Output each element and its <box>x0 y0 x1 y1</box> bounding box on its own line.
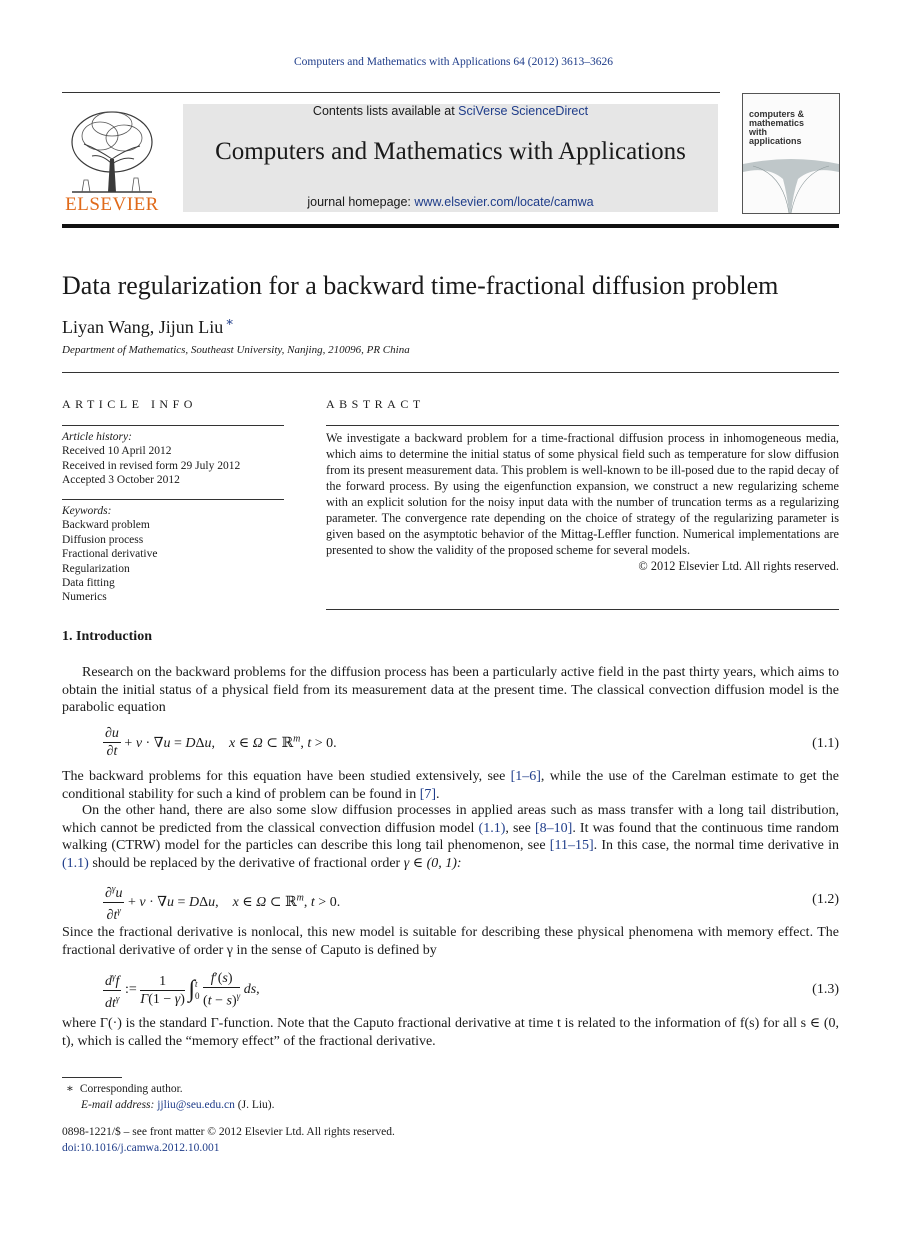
footnote-rule <box>62 1077 122 1078</box>
equation-1-3: $\frac{d^\gamma f}{dt^\gamma}$ := $\frac{1}{\Gamma(1 - \gamma)}$ ∫t 0 $\frac{f'(s)}{(t - s)^\gamma}$ ds, <box>103 968 260 1012</box>
history-item: Received in revised form 29 July 2012 <box>62 459 241 472</box>
homepage-link[interactable]: www.elsevier.com/locate/camwa <box>414 195 594 209</box>
publisher-name: ELSEVIER <box>65 194 159 215</box>
p3-text-e: should be replaced by the derivative of fractional order <box>88 855 404 871</box>
history-item: Accepted 3 October 2012 <box>62 474 180 487</box>
abstract-body <box>326 430 839 574</box>
eq3-lhs-fraction: $\frac{d^\gamma f}{dt^\gamma}$ <box>103 968 121 1012</box>
journal-citation[interactable]: Computers and Mathematics with Applications 64 (2012) 3613–3626 <box>293 56 614 68</box>
equation-number-1-3: (1.3) <box>812 982 839 997</box>
cover-graphic-icon <box>743 94 839 213</box>
affiliation: Department of Mathematics, Southeast University, Nanjing, 210096, PR China <box>62 344 410 356</box>
p3-text-c: . It was found that the continuous time random walking (CTRW) model for the particles can describe this long tail phenomenon, see <box>62 820 839 853</box>
title-rule <box>62 372 839 373</box>
keyword-item: Data fitting <box>62 577 115 590</box>
p2-text-a: The backward problems for this equation have been studied extensively, see <box>62 769 511 784</box>
email-suffix: (J. Liu). <box>234 1099 275 1111</box>
elsevier-logo <box>62 104 162 214</box>
intro-paragraph-3 <box>62 802 839 872</box>
p3-math: γ ∈ (0, 1): <box>403 855 462 871</box>
keyword-item: Regularization <box>62 562 130 575</box>
p3-text-d: . In this case, the normal time derivative in <box>593 838 839 853</box>
author-list <box>62 314 234 338</box>
equation-1-2: $\frac{\partial^\gamma u}{\partial t^\gamma}$ + v · ∇u = DΔu, x ∈ Ω ⊂ ℝ$^m$, t > 0. <box>103 880 340 924</box>
contents-line <box>183 104 718 118</box>
keywords-rule <box>62 499 284 500</box>
abstract-copyright: © 2012 Elsevier Ltd. All rights reserved. <box>638 559 839 573</box>
contents-prefix: Contents lists available at <box>312 104 459 118</box>
issn-line: 0898-1221/$ – see front matter © 2012 Elsevier Ltd. All rights reserved. <box>62 1126 395 1138</box>
cover-title: computers & mathematics with applications <box>749 109 805 146</box>
keywords-label: Keywords: <box>62 505 112 517</box>
eq3-integrand-fraction: $\frac{f'(s)}{(t - s)^\gamma}$ <box>203 971 241 1009</box>
keyword-item: Diffusion process <box>62 533 144 546</box>
equation-number-1-1: (1.1) <box>812 736 839 751</box>
history-label: Article history: <box>62 431 132 443</box>
ref-link[interactable]: [7] <box>419 786 437 802</box>
section-heading-introduction: 1. Introduction <box>62 629 152 644</box>
equation-number-1-2: (1.2) <box>812 892 839 907</box>
homepage-line <box>183 195 718 209</box>
eq2-fraction: $\frac{\partial^\gamma u}{\partial t^\gamma}$ <box>103 880 124 924</box>
keyword-item: Backward problem <box>62 519 150 532</box>
keyword-item: Numerics <box>62 591 107 604</box>
corresponding-label: Corresponding author. <box>79 1083 183 1095</box>
p2-text-c: . <box>436 786 440 802</box>
intro-paragraph-1: Research on the backward problems for the diffusion process has been a particularly active field in the past thirty years, which aims to obtain the initial status of a physical field from its measurement data at the present time. The classical convection diffusion model is the parabolic equation <box>62 665 839 715</box>
article-info-rule <box>62 425 284 426</box>
footnote-corresponding <box>66 1081 183 1097</box>
ref-link[interactable]: [1–6] <box>510 769 541 784</box>
email-link[interactable]: jjliu@seu.edu.cn <box>157 1099 235 1111</box>
ref-link[interactable]: [8–10] <box>534 820 573 836</box>
homepage-prefix: journal homepage: <box>307 195 415 209</box>
intro-paragraph-4: Since the fractional derivative is nonlocal, this new model is suitable for describing these physical phenomena with memory effect. The fractional derivative of order γ in the sense of Caputo is defined by <box>62 925 839 958</box>
footnote-email <box>81 1097 275 1113</box>
journal-cover <box>742 93 840 214</box>
eq3-gamma-fraction: $\frac{1}{\Gamma(1 - \gamma)}$ <box>140 973 185 1007</box>
eq1-fraction: $\frac{\partial u}{\partial t}$ <box>105 726 119 759</box>
email-label: E-mail address: <box>81 1099 158 1111</box>
sciencedirect-link[interactable]: SciVerse ScienceDirect <box>458 104 589 118</box>
article-info-heading: ARTICLE INFO <box>62 397 197 411</box>
p3-text-a: On the other hand, there are also some slow diffusion processes in applied areas such as mass transfer with a long tail distribution, which cannot be predicted from the classical convection diffusion model <box>62 803 839 836</box>
ref-link[interactable]: [11–15] <box>549 838 594 853</box>
p3-text-b: , see <box>505 820 535 836</box>
journal-title: Computers and Mathematics with Applications <box>215 138 686 165</box>
author-footnote-mark[interactable]: ∗ <box>225 314 235 329</box>
footnote-mark: ∗ <box>66 1083 74 1095</box>
authors-text: Liyan Wang, Jijun Liu <box>62 317 224 337</box>
abstract-top-rule <box>326 425 839 426</box>
p2-text-b: , while the use of the Carelman estimate to get the conditional stability for such a kind of problem can be found in <box>62 769 839 802</box>
intro-paragraph-5: where Γ(·) is the standard Γ-function. Note that the Caputo fractional derivative at time t is related to the information of f(s) for all s ∈ (0, t), which is called the “memory effect” of the fractional derivative. <box>62 1016 839 1049</box>
keyword-item: Fractional derivative <box>62 548 158 561</box>
abstract-text: We investigate a backward problem for a time-fractional diffusion process in inhomogeneous media, which aims to determine the initial status of some physical field such as temperature for slow diffusion from its present measurement data. This problem is well-known to be ill-posed due to the rapid decay of the forward process. By using the eigenfunction expansion, we construct a new regularizing scheme with an explicit solution for the noisy input data with the number of truncation terms as a regularizing parameter. The convergence rate depending on the choice of strategy of the regularizing parameter is given based on the asymptotic behavior of the Mittag-Leffler function. Numerical implementations are presented to show the validity of the proposed scheme for several models. <box>326 431 839 557</box>
doi-link[interactable]: doi:10.1016/j.camwa.2012.10.001 <box>62 1142 220 1154</box>
article-history <box>62 430 284 488</box>
keywords <box>62 504 284 605</box>
header-top-rule <box>62 92 720 93</box>
intro-paragraph-2 <box>62 768 839 803</box>
paper-title: Data regularization for a backward time-fractional diffusion problem <box>62 271 779 300</box>
equation-1-1: $\frac{\partial u}{\partial t}$ + v · ∇u = DΔu, x ∈ Ω ⊂ ℝ$^m$, t > 0. <box>105 726 337 759</box>
eq-ref-link[interactable]: (1.1) <box>478 820 506 836</box>
abstract-heading: ABSTRACT <box>326 397 425 411</box>
header-thick-rule <box>62 224 839 228</box>
history-item: Received 10 April 2012 <box>62 445 172 458</box>
abstract-bottom-rule <box>326 609 839 610</box>
eq-ref-link[interactable]: (1.1) <box>62 855 89 871</box>
